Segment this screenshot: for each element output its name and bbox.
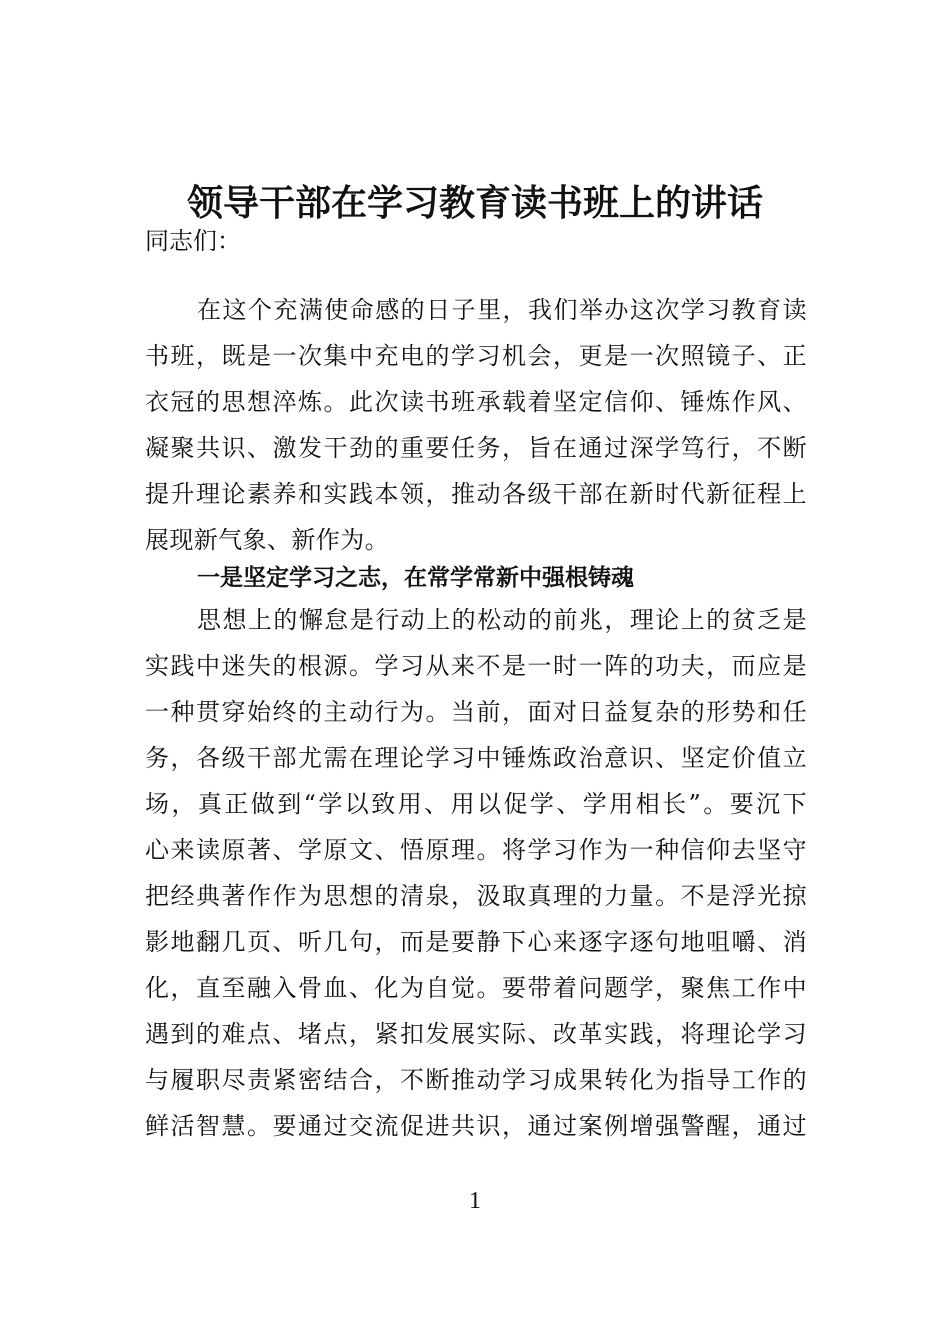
salutation: 同志们： xyxy=(145,227,241,255)
paragraph-line: 书班，既是一次集中充电的学习机会，更是一次照镜子、正 xyxy=(145,342,807,370)
paragraph-line: 思想上的懈怠是行动上的松动的前兆，理论上的贫乏是 xyxy=(197,606,807,634)
paragraph-intro xyxy=(145,287,807,563)
paragraph-line: 衣冠的思想淬炼。此次读书班承载着坚定信仰、锤炼作风、 xyxy=(145,388,807,416)
paragraph-line: 在这个充满使命感的日子里，我们举办这次学习教育读 xyxy=(197,296,807,324)
paragraph-line: 务，各级干部尤需在理论学习中锤炼政治意识、坚定价值立 xyxy=(145,744,807,772)
document-title: 领导干部在学习教育读书班上的讲话 xyxy=(186,182,763,224)
paragraph-line: 鲜活智慧。要通过交流促进共识，通过案例增强警醒，通过 xyxy=(145,1112,807,1140)
paragraph-line: 化，直至融入骨血、化为自觉。要带着问题学，聚焦工作中 xyxy=(145,974,807,1002)
paragraph-line: 心来读原著、学原文、悟原理。将学习作为一种信仰去坚守 xyxy=(145,836,807,864)
paragraph-line: 展现新气象、新作为。 xyxy=(145,526,389,554)
paragraph-section-one xyxy=(145,597,807,1149)
paragraph-line: 凝聚共识、激发干劲的重要任务，旨在通过深学笃行，不断 xyxy=(145,434,807,462)
paragraph-line: 影地翻几页、听几句，而是要静下心来逐字逐句地咀嚼、消 xyxy=(145,928,807,956)
paragraph-line: 场，真正做到“学以致用、用以促学、学用相长”。要沉下 xyxy=(145,790,807,818)
paragraph-line: 实践中迷失的根源。学习从来不是一时一阵的功夫，而应是 xyxy=(145,652,807,680)
paragraph-line: 与履职尽责紧密结合，不断推动学习成果转化为指导工作的 xyxy=(145,1066,807,1094)
paragraph-line: 一种贯穿始终的主动行为。当前，面对日益复杂的形势和任 xyxy=(145,698,807,726)
section-heading: 一是坚定学习之志，在常学常新中强根铸魂 xyxy=(197,565,634,591)
paragraph-line: 提升理论素养和实践本领，推动各级干部在新时代新征程上 xyxy=(145,480,807,508)
page-number: 1 xyxy=(469,1188,481,1214)
paragraph-line: 把经典著作作为思想的清泉，汲取真理的力量。不是浮光掠 xyxy=(145,882,807,910)
paragraph-line: 遇到的难点、堵点，紧扣发展实际、改革实践，将理论学习 xyxy=(145,1020,807,1048)
